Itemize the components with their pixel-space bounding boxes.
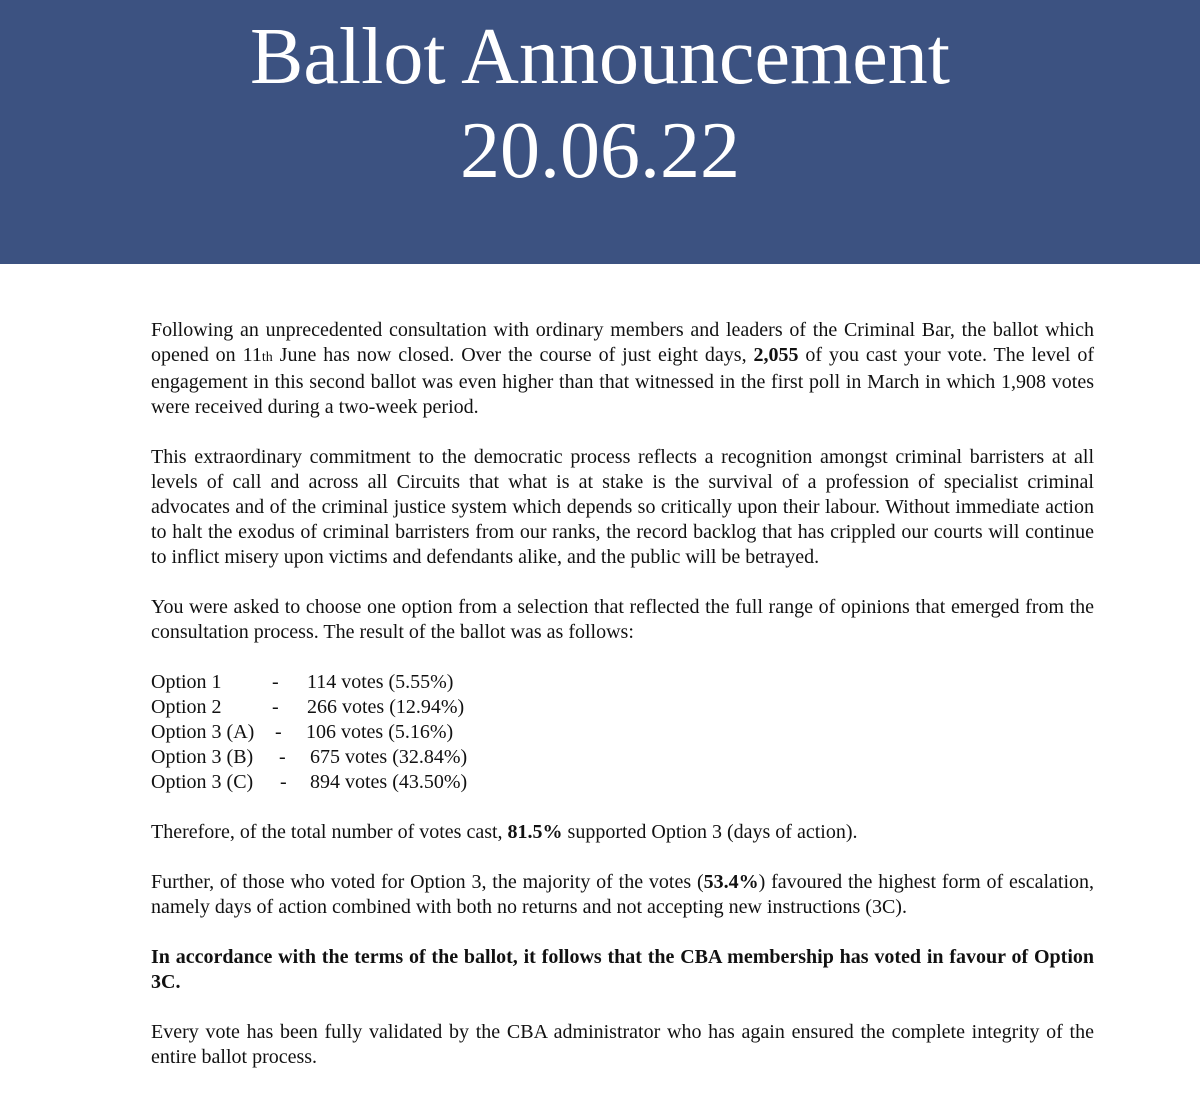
- paragraph-text: of you cast your vote. The level of engagement in this second ballot was even higher than that witnessed in the first poll in March in which 1,908 votes were received during a two-week period.: [151, 344, 1094, 418]
- paragraph-validation: Every vote has been fully validated by the CBA administrator who has again ensured the complete integrity of the entire ballot process.: [151, 1021, 1094, 1068]
- paragraph-text: Further, of those who voted for Option 3, the majority of the votes (: [151, 871, 704, 893]
- paragraph-text: Following an unprecedented consultation with ordinary members and leaders of the Criminal Bar, the ballot which opened on 11: [151, 319, 1094, 366]
- separator-dash: -: [279, 746, 286, 768]
- majority-percentage: 53.4%: [703, 871, 759, 893]
- result-row: [151, 695, 1094, 720]
- result-row: [151, 670, 1094, 695]
- option-label: Option 1: [151, 671, 222, 693]
- paragraph-options-intro: You were asked to choose one option from a selection that reflected the full range of opinions that emerged from the consultation process. The result of the ballot was as follows:: [151, 596, 1094, 643]
- paragraph-option3-support: [151, 820, 1094, 845]
- paragraph-result-verdict: [151, 945, 1094, 995]
- option-label: Option 3 (C): [151, 771, 254, 793]
- separator-dash: -: [275, 721, 282, 743]
- total-votes: 2,055: [753, 344, 799, 366]
- option-votes: 106 votes (5.16%): [306, 721, 454, 743]
- result-row: [151, 745, 1094, 770]
- result-row: [151, 720, 1094, 745]
- results-list: [151, 670, 1094, 795]
- option3-percentage: 81.5%: [507, 821, 563, 843]
- separator-dash: -: [280, 771, 287, 793]
- option-label: Option 3 (B): [151, 746, 254, 768]
- paragraph-text: supported Option 3 (days of action).: [562, 821, 858, 843]
- paragraph-text: Therefore, of the total number of votes cast,: [151, 821, 508, 843]
- option-votes: 894 votes (43.50%): [310, 771, 468, 793]
- verdict-text: In accordance with the terms of the ballot, it follows that the CBA membership has voted in favour of Option 3C.: [151, 946, 1094, 993]
- paragraph-escalation: [151, 870, 1094, 920]
- paragraph-text: June has now closed. Over the course of just eight days,: [272, 344, 754, 366]
- announcement-title: Ballot Announcement: [250, 13, 950, 101]
- announcement-body: [151, 318, 1094, 1070]
- ordinal-suffix: th: [261, 350, 273, 365]
- paragraph-ballot-closed: [151, 318, 1094, 420]
- option-label: Option 2: [151, 696, 222, 718]
- header-banner: [0, 0, 1200, 264]
- announcement-date: 20.06.22: [460, 107, 740, 195]
- option-votes: 675 votes (32.84%): [310, 746, 468, 768]
- separator-dash: -: [272, 671, 279, 693]
- option-votes: 114 votes (5.55%): [307, 671, 454, 693]
- paragraph-commitment: This extraordinary commitment to the democratic process reflects a recognition amongst criminal barristers at all levels of call and across all Circuits that what is at stake is the survival of a profession of specialist criminal advocates and of the criminal justice system which depends so critically upon their labour. Without immediate action to halt the exodus of criminal barristers from our ranks, the record backlog that has crippled our courts will continue to inflict misery upon victims and defendants alike, and the public will be betrayed.: [151, 446, 1094, 568]
- separator-dash: -: [272, 696, 279, 718]
- result-row: [151, 770, 1094, 795]
- option-votes: 266 votes (12.94%): [307, 696, 465, 718]
- option-label: Option 3 (A): [151, 721, 255, 743]
- paragraph-text: ) favoured the highest form of escalation, namely days of action combined with both no returns and not accepting new instructions (3C).: [151, 871, 1094, 918]
